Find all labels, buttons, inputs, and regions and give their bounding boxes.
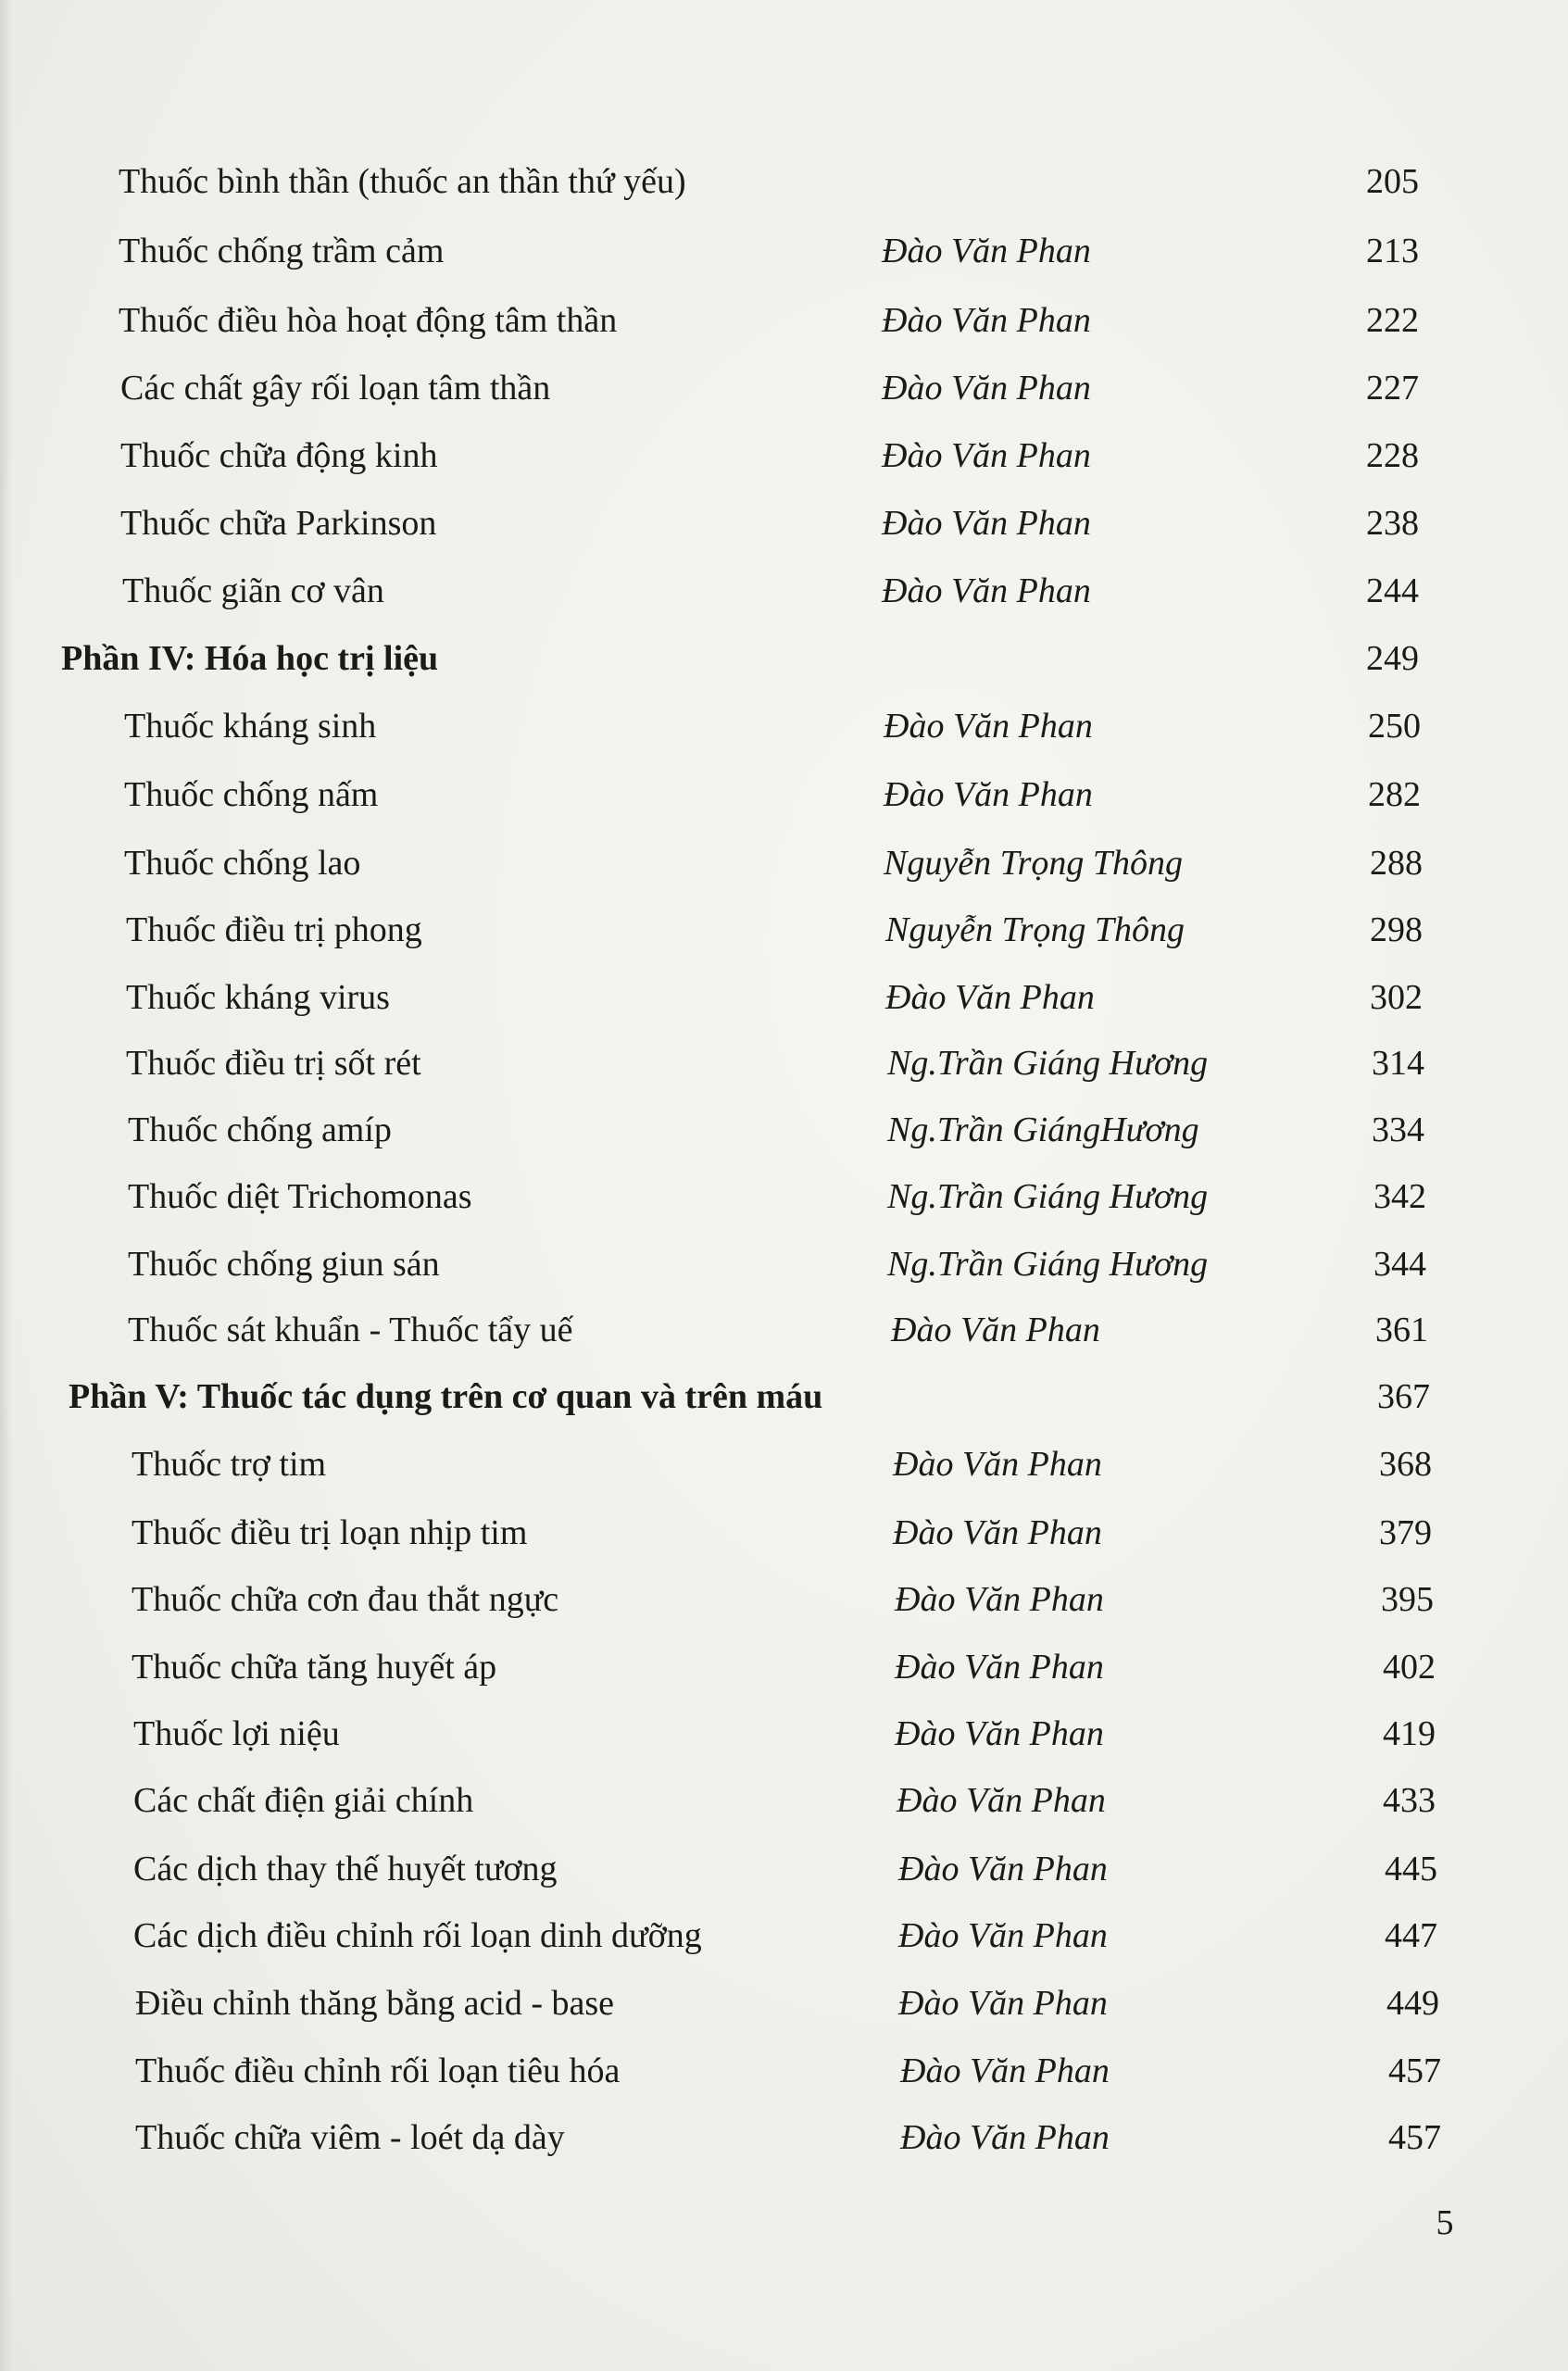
toc-entry-author: Đào Văn Phan — [882, 301, 1091, 340]
toc-entry-author: Đào Văn Phan — [891, 1311, 1100, 1349]
toc-entry-page: 298 — [1370, 910, 1423, 949]
toc-entry-author: Đào Văn Phan — [900, 2051, 1110, 2090]
toc-entry-title: Thuốc trợ tim — [132, 1445, 327, 1484]
page-number: 5 — [1436, 2203, 1454, 2242]
toc-entry-page: 419 — [1383, 1714, 1436, 1753]
toc-entry — [0, 1572, 1568, 1627]
toc-entry-title: Thuốc chống trầm cảm — [119, 232, 445, 270]
toc-entry-page: 457 — [1388, 2051, 1441, 2090]
toc-entry — [0, 428, 1568, 483]
toc-entry-author: Đào Văn Phan — [898, 1850, 1108, 1888]
toc-entry-page: 342 — [1374, 1177, 1426, 1216]
toc-entry — [0, 223, 1568, 279]
toc-entry-title: Thuốc chữa Parkinson — [120, 504, 437, 543]
section-heading — [0, 1369, 1568, 1424]
toc-entry-title: Các chất điện giải chính — [133, 1781, 474, 1820]
toc-entry-author: Đào Văn Phan — [895, 1648, 1104, 1687]
toc-entry-author: Đào Văn Phan — [882, 571, 1091, 610]
toc-entry-author: Ng.Trần Giáng Hương — [887, 1044, 1209, 1083]
toc-entry-title: Thuốc chống nấm — [124, 775, 379, 814]
toc-entry — [0, 1706, 1568, 1762]
toc-entry-page: 250 — [1368, 707, 1421, 746]
toc-entry-title: Thuốc chữa động kinh — [120, 436, 438, 475]
toc-entry-title: Các chất gây rối loạn tâm thần — [120, 369, 551, 408]
toc-entry-author: Đào Văn Phan — [898, 1916, 1108, 1955]
toc-entry — [0, 2043, 1568, 2099]
toc-entry-title: Các dịch điều chỉnh rối loạn dinh dưỡng — [133, 1916, 702, 1955]
toc-entry — [0, 360, 1568, 416]
toc-entry-page: 449 — [1386, 1984, 1439, 2023]
toc-entry-page: 238 — [1366, 504, 1419, 543]
toc-entry-page: 249 — [1366, 639, 1419, 678]
toc-entry-title: Thuốc chống lao — [124, 844, 361, 883]
toc-entry-title: Thuốc chống amíp — [128, 1110, 392, 1149]
toc-entry — [0, 1976, 1568, 2031]
toc-entry-page: 314 — [1372, 1044, 1424, 1083]
toc-entry-page: 222 — [1366, 301, 1419, 340]
toc-entry — [0, 1773, 1568, 1828]
toc-entry-author: Ng.Trần GiángHương — [887, 1110, 1199, 1149]
toc-entry-title: Thuốc chữa viêm - loét dạ dày — [135, 2118, 565, 2157]
section-title: Phần V: Thuốc tác dụng trên cơ quan và trên máu — [69, 1377, 823, 1416]
toc-entry-page: 302 — [1370, 978, 1423, 1017]
toc-entry-page: 447 — [1385, 1916, 1437, 1955]
toc-entry-author: Đào Văn Phan — [884, 707, 1093, 746]
toc-entry-author: Đào Văn Phan — [897, 1781, 1106, 1820]
toc-entry-author: Đào Văn Phan — [884, 775, 1093, 814]
toc-entry — [0, 1302, 1568, 1358]
toc-entry-page: 395 — [1381, 1580, 1434, 1619]
toc-entry-page: 361 — [1375, 1311, 1428, 1349]
toc-entry-author: Đào Văn Phan — [893, 1445, 1102, 1484]
toc-entry-page: 433 — [1383, 1781, 1436, 1820]
toc-entry-author: Đào Văn Phan — [895, 1580, 1104, 1619]
toc-entry-title: Thuốc chống giun sán — [128, 1245, 440, 1284]
toc-entry-author: Đào Văn Phan — [882, 232, 1091, 270]
toc-entry — [0, 1505, 1568, 1561]
toc-entry-title: Thuốc diệt Trichomonas — [128, 1177, 472, 1216]
toc-entry-author: Đào Văn Phan — [882, 504, 1091, 543]
toc-entry-author: Đào Văn Phan — [895, 1714, 1104, 1753]
toc-entry-author: Đào Văn Phan — [898, 1984, 1108, 2023]
toc-entry-page: 402 — [1383, 1648, 1436, 1687]
toc-entry-page: 334 — [1372, 1110, 1424, 1149]
toc-entry-page: 368 — [1379, 1445, 1432, 1484]
toc-entry-author: Đào Văn Phan — [882, 436, 1091, 475]
toc-entry-author: Ng.Trần Giáng Hương — [887, 1245, 1209, 1284]
toc-entry-author: Đào Văn Phan — [893, 1513, 1102, 1552]
toc-entry — [0, 496, 1568, 551]
toc-entry — [0, 563, 1568, 619]
toc-entry-page: 205 — [1366, 162, 1419, 201]
toc-entry-title: Thuốc điều trị phong — [126, 910, 422, 949]
toc-entry-author: Ng.Trần Giáng Hương — [887, 1177, 1209, 1216]
toc-entry-title: Thuốc điều hòa hoạt động tâm thần — [119, 301, 618, 340]
toc-entry — [0, 1908, 1568, 1963]
toc-entry-title: Thuốc chữa cơn đau thắt ngực — [132, 1580, 559, 1619]
toc-entry — [0, 698, 1568, 754]
toc-entry-page: 457 — [1388, 2118, 1441, 2157]
toc-entry — [0, 835, 1568, 891]
toc-entry-page: 227 — [1366, 369, 1419, 408]
toc-entry-title: Thuốc bình thần (thuốc an thần thứ yếu) — [119, 162, 686, 201]
toc-entry-title: Điều chỉnh thăng bằng acid - base — [135, 1984, 615, 2023]
toc-entry — [0, 1841, 1568, 1897]
toc-entry-author: Nguyễn Trọng Thông — [884, 844, 1184, 883]
toc-entry — [0, 1169, 1568, 1224]
toc-entry-title: Thuốc kháng sinh — [124, 707, 377, 746]
toc-entry — [0, 154, 1568, 209]
toc-entry-page: 288 — [1370, 844, 1423, 883]
toc-entry-page: 213 — [1366, 232, 1419, 270]
toc-entry-author: Đào Văn Phan — [882, 369, 1091, 408]
toc-entry-page: 244 — [1366, 571, 1419, 610]
toc-entry-title: Thuốc điều trị sốt rét — [126, 1044, 421, 1083]
section-title: Phần IV: Hóa học trị liệu — [61, 639, 439, 678]
toc-entry-title: Thuốc sát khuẩn - Thuốc tẩy uế — [128, 1311, 573, 1349]
toc-entry-title: Thuốc điều trị loạn nhịp tim — [132, 1513, 528, 1552]
toc-entry — [0, 767, 1568, 822]
toc-entry — [0, 293, 1568, 348]
toc-entry — [0, 970, 1568, 1025]
toc-entry-title: Thuốc điều chỉnh rối loạn tiêu hóa — [135, 2051, 621, 2090]
toc-entry-author: Nguyễn Trọng Thông — [885, 910, 1185, 949]
toc-entry-page: 367 — [1377, 1377, 1430, 1416]
toc-entry-page: 344 — [1374, 1245, 1426, 1284]
toc-entry-author: Đào Văn Phan — [885, 978, 1095, 1017]
section-heading — [0, 631, 1568, 686]
toc-entry — [0, 2110, 1568, 2165]
toc-entry-title: Thuốc chữa tăng huyết áp — [132, 1648, 497, 1687]
toc-entry-page: 379 — [1379, 1513, 1432, 1552]
toc-entry — [0, 1102, 1568, 1158]
toc-entry — [0, 1639, 1568, 1695]
toc-entry-title: Thuốc giãn cơ vân — [122, 571, 384, 610]
toc-entry — [0, 1035, 1568, 1091]
toc-entry-title: Thuốc kháng virus — [126, 978, 390, 1017]
toc-entry — [0, 1236, 1568, 1292]
toc-entry — [0, 902, 1568, 958]
toc-entry-page: 445 — [1385, 1850, 1437, 1888]
toc-entry-author: Đào Văn Phan — [900, 2118, 1110, 2157]
toc-entry-page: 228 — [1366, 436, 1419, 475]
toc-entry-title: Thuốc lợi niệu — [133, 1714, 340, 1753]
toc-entry — [0, 1436, 1568, 1492]
toc-entry-title: Các dịch thay thế huyết tương — [133, 1850, 558, 1888]
toc-entry-page: 282 — [1368, 775, 1421, 814]
